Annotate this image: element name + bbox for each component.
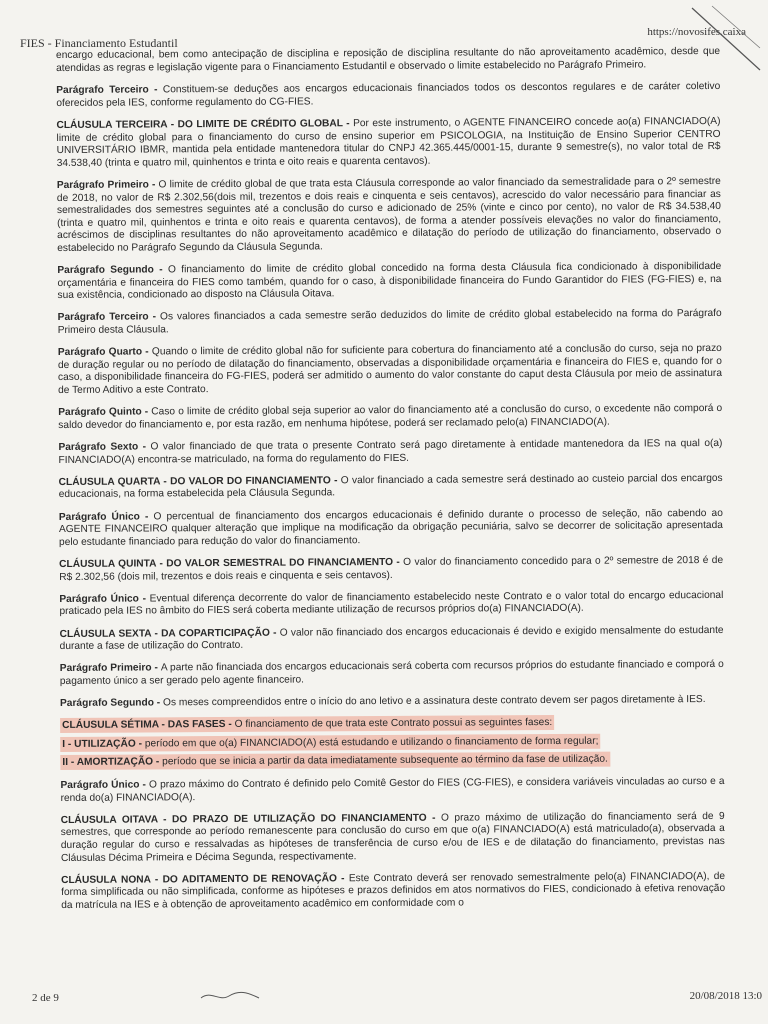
print-datetime: 20/08/2018 13:0 (689, 990, 762, 1002)
header-url: https://novosifes.caixa (647, 26, 746, 38)
clausula-quinta: CLÁUSULA QUINTA - DO VALOR SEMESTRAL DO FINANCIAMENTO - O valor do financiamento concedido para o 2º semestre de 2018 é de R$ 2.302,56 (dois mil, trezentos e dois reais e cinquenta e seis centavos). (59, 554, 724, 583)
fase-utilizacao-highlighted: I - UTILIZAÇÃO - período em que o(a) FINANCIADO(A) está estudando e utilizando o financiamento de forma regular; (60, 735, 724, 752)
paragraph-segundo-limite: Parágrafo Segundo - O financiamento do limite de crédito global concedido na forma desta Cláusula fica condicionado à disponibilidade orçamentária e financeira do FIES como também, quando for o caso, à disponibilidade financeira do Fundo Garantidor do FIES (FG-FIES) e, na sua existência, condicionado ao disposto na Cláusula Oitava. (57, 261, 722, 302)
paragraph-sexto-limite: Parágrafo Sexto - O valor financiado de que trata o presente Contrato será pago diretamente à entidade mantenedora da IES na qual o(a) FINANCIADO(A) encontra-se matriculado, na forma do regulamento do FIES. (58, 437, 723, 466)
signature-mark (197, 986, 267, 1006)
paragraph-terceiro-deducoes: Parágrafo Terceiro - Constituem-se deduções aos encargos educacionais financiados todos os descontos regulares e de caráter coletivo oferecidos pela IES, conforme regulamento do CG-FIES. (56, 81, 721, 109)
paragraph-segundo-coparticipacao: Parágrafo Segundo - Os meses compreendidos entre o início do ano letivo e a assinatura deste contrato devem ser pagos diretamente à IES. (59, 694, 706, 710)
paragraph-terceiro-limite: Parágrafo Terceiro - Os valores financiados a cada semestre serão deduzidos do limite de crédito global estabelecido na forma do Parágrafo Primeiro desta Cláusula. (57, 308, 722, 337)
clausula-sexta: CLÁUSULA SEXTA - DA COPARTICIPAÇÃO - O valor não financiado dos encargos educacionais é devido e exigido mensalmente do estudante durante a fase de utilização do Contrato. (59, 624, 724, 653)
paragraph-continuation: encargo educacional, bem como antecipação de disciplina e reposição de disciplina resultante do não aproveitamento acadêmico, desde que atendidas as regras e legislação vigente para o Financiamento Estudantil e observado o limite estabelecido no Parágrafo Primeiro. (56, 45, 721, 74)
document-body (56, 46, 725, 922)
paragraph-quarto-limite: Parágrafo Quarto - Quando o limite de crédito global não for suficiente para cobertura do financiamento até a conclusão do curso, seja no prazo de duração regular ou no período de dilatação do financiamento, observadas a disponibilidade orçamentária e financeira do FIES e, quando for o caso, a disponibilidade financeira do FG-FIES, poderá ser admitido o aumento do valor constante do caput desta Cláusula por meio de assinatura de Termo Aditivo a este Contrato. (57, 343, 723, 397)
paragraph-unico-valor: Parágrafo Único - O percentual de financiamento dos encargos educacionais é definido durante o processo de seleção, não cabendo ao AGENTE FINANCEIRO qualquer alteração que implique na modificação da obrigação pecuniária, salvo se decorrer de solicitação apresentada pelo estudante financiado para redução do valor do financiamento. (58, 507, 723, 548)
fase-amortizacao-highlighted: II - AMORTIZAÇÃO - período que se inicia a partir da data imediatamente subsequente ao término da fase de utilização. (60, 753, 724, 770)
clausula-quarta: CLÁUSULA QUARTA - DO VALOR DO FINANCIAMENTO - O valor financiado a cada semestre será destinado ao custeio parcial dos encargos educacionais, na forma estabelecida pela Cláusula Segunda. (58, 472, 723, 501)
clausula-terceira: CLÁUSULA TERCEIRA - DO LIMITE DE CRÉDITO GLOBAL - Por este instrumento, o AGENTE FINANCEIRO concede ao(a) FINANCIADO(A) limite de crédito global para o financiamento do curso de ensino superior em PSICOLOGIA, na Instituição de Ensino Superior CENTRO UNIVERSITÁRIO IBMR, mantida pela entidade mantenedora titular do CNPJ 42.365.445/0001-15, durante 9 semestre(s), no valor total de R$ 34.538,40 (trinta e quatro mil, quinhentos e trinta e oito reais e quarenta centavos). (56, 115, 721, 169)
clausula-oitava: CLÁUSULA OITAVA - DO PRAZO DE UTILIZAÇÃO DO FINANCIAMENTO - O prazo máximo de utilização do financiamento será de 9 semestres, que corresponde ao período remanescente para conclusão do curso em que o(a) FINANCIADO(A) está matriculado(a), observada a duração regular do curso e ressalvadas as hipóteses de transferência de curso e/ou de IES e de dilatação do financiamento, previstas nas Cláusulas Décima Primeira e Décima Segunda, respectivamente. (60, 810, 725, 864)
paragraph-primeiro-coparticipacao: Parágrafo Primeiro - A parte não financiada dos encargos educacionais será coberta com recursos próprios do estudante financiado e comporá o pagamento único a ser gerado pelo agente financeiro. (59, 659, 724, 687)
header-title: FIES - Financiamento Estudantil (20, 36, 178, 50)
page-number: 2 de 9 (32, 992, 59, 1004)
clausula-setima-highlighted: CLÁUSULA SÉTIMA - DAS FASES - O financiamento de que trata este Contrato possui as seguintes fases: (60, 716, 724, 733)
clausula-nona: CLÁUSULA NONA - DO ADITAMENTO DE RENOVAÇÃO - Este Contrato deverá ser renovado semestralmente pelo(a) FINANCIADO(A), de forma simplificada ou não simplificada, conforme as hipóteses e prazos definidos em atos normativos do FIES, condicionado à efetiva renovação da matrícula na IES e à obtenção de aproveitamento acadêmico em conformidade com o (61, 870, 726, 911)
paragraph-unico-fases: Parágrafo Único - O prazo máximo do Contrato é definido pelo Comitê Gestor do FIES (CG-FIES), e considera variáveis vinculadas ao curso e a renda do(a) FINANCIADO(A). (60, 775, 725, 804)
paragraph-unico-semestral: Parágrafo Único - Eventual diferença decorrente do valor de financiamento estabelecido neste Contrato e o valor total do encargo educacional praticado pela IES no âmbito do FIES será coberta mediante utilização de recursos próprios do(a) FINANCIADO(A). (59, 589, 724, 618)
page-footer (32, 990, 762, 1010)
paragraph-quinto-limite: Parágrafo Quinto - Caso o limite de crédito global seja superior ao valor do financiamento até a conclusão do curso, o excedente não comporá o saldo devedor do financiamento e, por esta razão, em nenhuma hipótese, poderá ser reclamado pelo(a) FINANCIADO(A). (58, 403, 723, 431)
paragraph-primeiro-limite: Parágrafo Primeiro - O limite de crédito global de que trata esta Cláusula corresponde ao valor financiado da semestralidade para o 2º semestre de 2018, no valor de R$ 2.302,56(dois mil, trezentos e dois reais e cinquenta e seis centavos), acrescido do valor necessário para financiar as semestralidades dos semestres seguintes até a conclusão do curso e adicionado de 25% (vinte e cinco por cento), no valor de R$ 34.538,40 (trinta e quatro mil, quinhentos e trinta e oito reais e quarenta centavos), de forma a atender possíveis elevações no valor do financiamento, acréscimos de disciplinas resultantes do não aproveitamento acadêmico e dilatação do período de utilização do financiamento, observado o estabelecido no Parágrafo Segundo da Cláusula Segunda. (56, 175, 722, 254)
